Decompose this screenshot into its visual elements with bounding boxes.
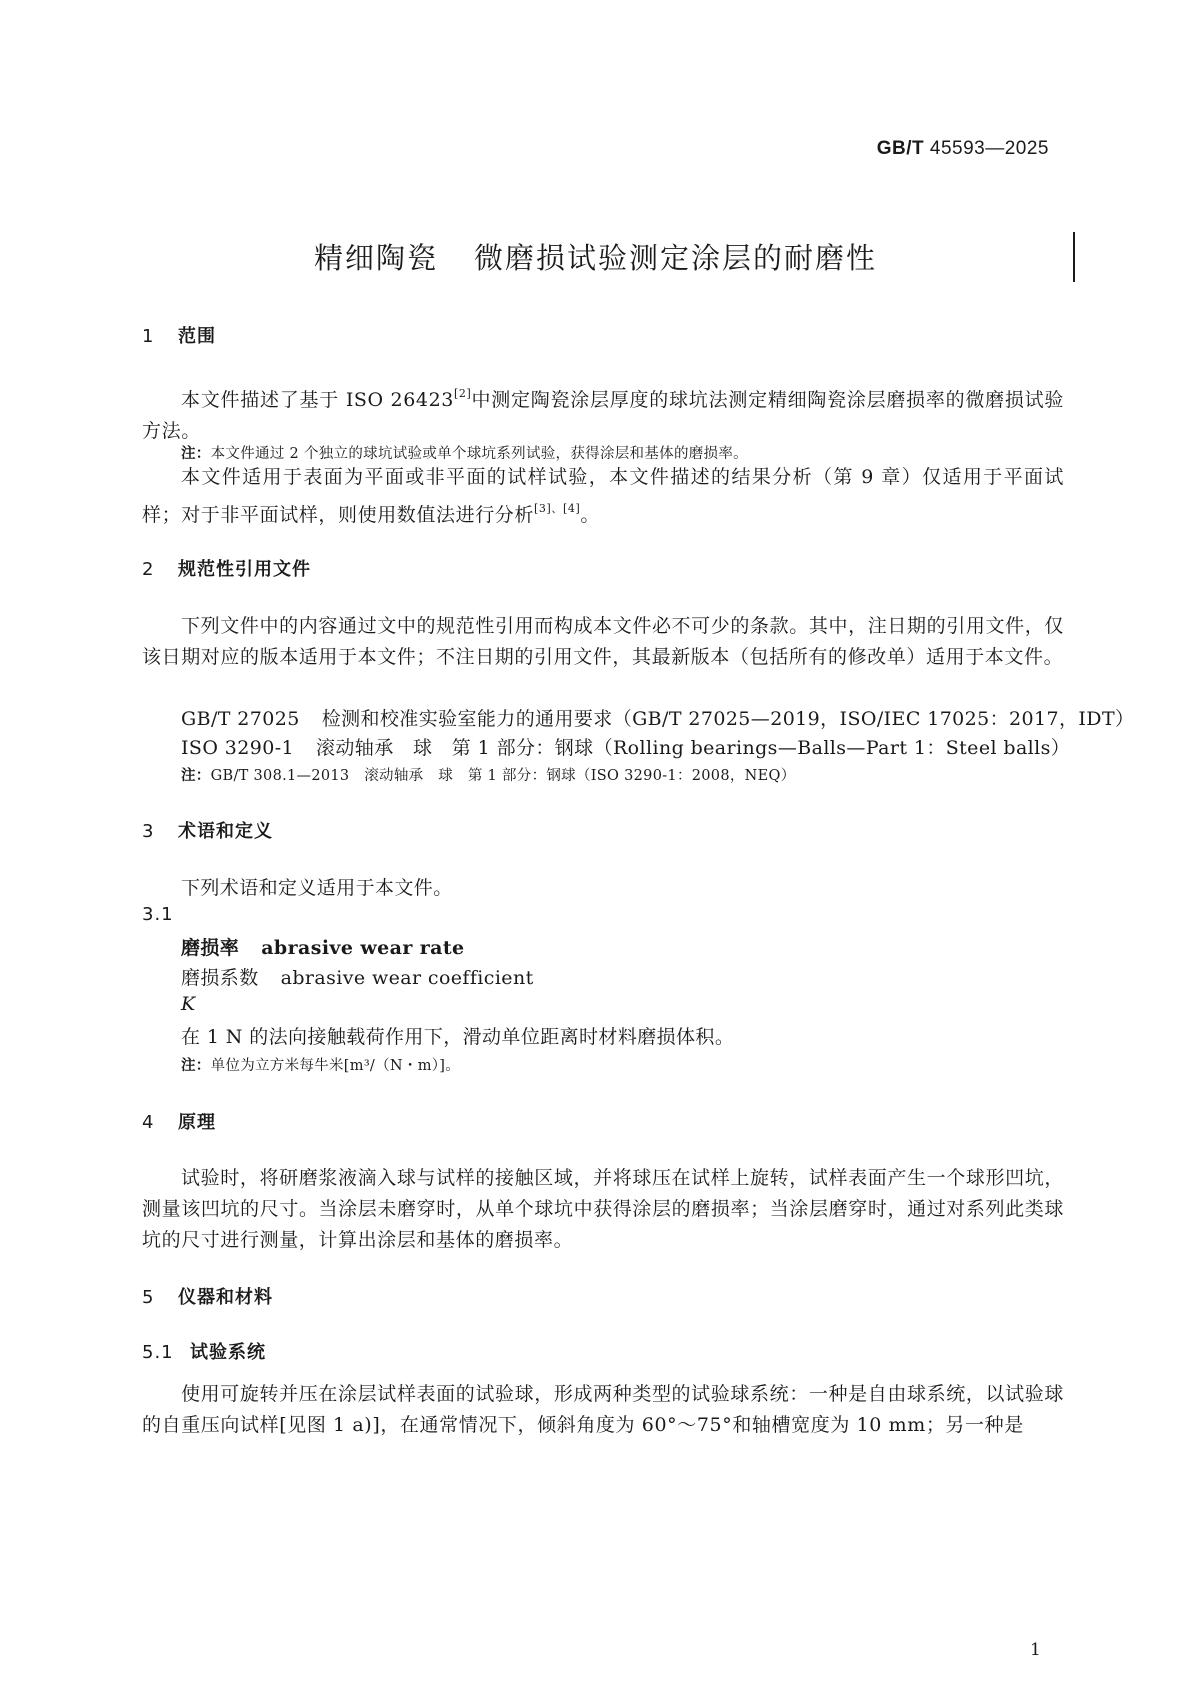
preferred-term — [181, 933, 465, 960]
term-english: abrasive wear rate — [261, 937, 465, 959]
text: 本文件适用于表面为平面或非平面的试样试验，本文件描述的结果分析（第 9 章）仅适用于平面试样；对于非平面试样，则使用数值法进行分析 — [142, 466, 1064, 526]
normative-reference-1 — [181, 704, 1134, 731]
text: 中测定陶瓷涂层厚度的球坑法测定精细陶瓷涂层磨损率的微磨损试验方法。 — [142, 389, 1064, 442]
standard-code: 45593—2025 — [929, 138, 1049, 159]
document-title — [0, 236, 1191, 277]
reference-mark: [3]、[4] — [534, 502, 581, 515]
term-chinese: 磨损率 — [181, 937, 240, 959]
note-text: 单位为立方米每牛米[m³/（N・m）]。 — [210, 1058, 461, 1074]
section-4-heading — [142, 1108, 216, 1134]
section-5-1-paragraph: 使用可旋转并压在涂层试样表面的试验球，形成两种类型的试验球系统：一种是自由球系统，以试验球的自重压向试样[见图 1 a)]，在通常情况下，倾斜角度为 60°～75°和轴槽宽度为 10 mm；另一种是 — [142, 1383, 1064, 1436]
section-number: 1 — [142, 326, 155, 347]
text: 。 — [580, 504, 600, 526]
section-2-paragraph: 下列文件中的内容通过文中的规范性引用而构成本文件必不可少的条款。其中，注日期的引用文件，仅该日期对应的版本适用于本文件；不注日期的引用文件，其最新版本（包括所有的修改单）适用于本文件。 — [142, 615, 1064, 668]
section-title: 原理 — [178, 1112, 216, 1133]
title-part-1: 精细陶瓷 — [313, 241, 438, 275]
subsection-5-1-heading — [142, 1338, 266, 1364]
subsection-title: 试验系统 — [190, 1342, 266, 1363]
section-5-heading — [142, 1283, 273, 1309]
term-chinese: 磨损系数 — [181, 967, 259, 989]
section-3-note — [181, 1054, 460, 1075]
page-number: 1 — [1030, 1640, 1041, 1660]
title-part-2: 微磨损试验测定涂层的耐磨性 — [474, 241, 878, 275]
standard-prefix: GB/T — [876, 138, 925, 159]
note-text: 本文件通过 2 个独立的球坑试验或单个球坑系列试验，获得涂层和基体的磨损率。 — [210, 446, 748, 462]
section-number: 5 — [142, 1287, 155, 1308]
section-title: 范围 — [178, 326, 216, 347]
reference-title: 滚动轴承 球 第 1 部分：钢球（Rolling bearings—Balls—Part 1：Steel balls） — [316, 737, 1071, 759]
reference-code: ISO 3290-1 — [181, 737, 294, 759]
term-symbol: K — [181, 993, 196, 1015]
section-1-heading — [142, 322, 216, 348]
note-text: GB/T 308.1—2013 滚动轴承 球 第 1 部分：钢球（ISO 3290-1：2008，NEQ） — [210, 768, 796, 784]
normative-reference-2 — [181, 733, 1070, 760]
admitted-term — [181, 963, 534, 990]
term-definition: 在 1 N 的法向接触载荷作用下，滑动单位距离时材料磨损体积。 — [181, 1026, 735, 1048]
section-2-note — [181, 764, 796, 785]
section-number: 3 — [142, 821, 155, 842]
section-title: 术语和定义 — [178, 821, 273, 842]
section-3-heading — [142, 817, 273, 843]
reference-mark: [2] — [453, 387, 472, 400]
note-label: 注： — [181, 446, 211, 462]
reference-title: 检测和校准实验室能力的通用要求（GB/T 27025—2019，ISO/IEC 17025：2017，IDT） — [321, 708, 1135, 730]
section-1-paragraph-2 — [142, 462, 1064, 531]
note-label: 注： — [181, 768, 211, 784]
section-2-heading — [142, 555, 311, 581]
section-title: 仪器和材料 — [178, 1287, 273, 1308]
term-english: abrasive wear coefficient — [280, 967, 534, 989]
term-number: 3.1 — [142, 904, 174, 925]
section-number: 4 — [142, 1112, 155, 1133]
section-3-intro: 下列术语和定义适用于本文件。 — [181, 877, 453, 899]
section-number: 2 — [142, 559, 155, 580]
section-title: 规范性引用文件 — [178, 559, 311, 580]
text: 本文件描述了基于 ISO 26423 — [181, 389, 454, 411]
note-label: 注： — [181, 1058, 211, 1074]
standard-number — [877, 138, 1049, 160]
section-1-note — [181, 442, 748, 463]
subsection-number: 5.1 — [142, 1342, 174, 1363]
section-4-paragraph: 试验时，将研磨浆液滴入球与试样的接触区域，并将球压在试样上旋转，试样表面产生一个球形凹坑，测量该凹坑的尺寸。当涂层未磨穿时，从单个球坑中获得涂层的磨损率；当涂层磨穿时，通过对系列此类球坑的尺寸进行测量，计算出涂层和基体的磨损率。 — [142, 1167, 1064, 1251]
reference-code: GB/T 27025 — [181, 708, 300, 730]
section-1-paragraph-1 — [142, 378, 1064, 447]
